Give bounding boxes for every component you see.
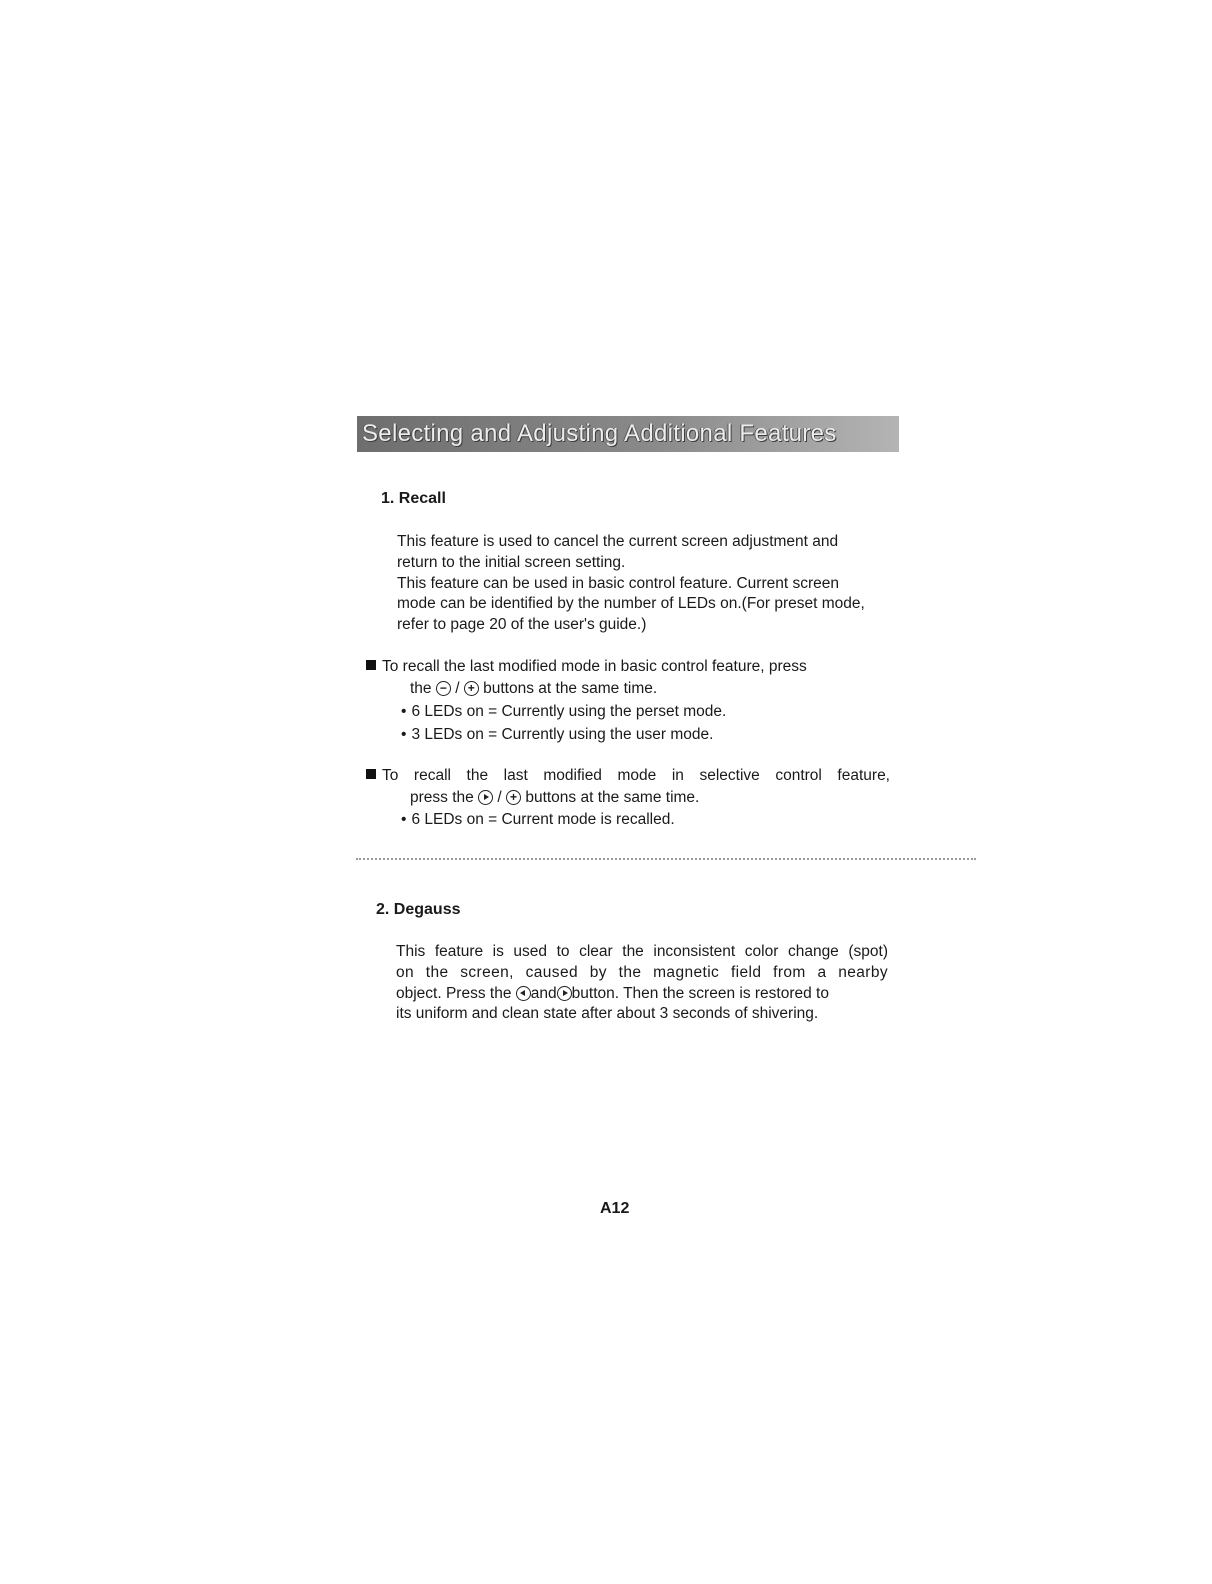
degauss-heading: 2. Degauss — [376, 901, 461, 918]
degauss-desc-line3: object. Press the and button. Then the screen is restored to — [396, 984, 829, 1002]
page-number: A12 — [600, 1200, 630, 1217]
degauss-desc-line: its uniform and clean state after about 3 seconds of shivering. — [396, 1005, 819, 1023]
degauss-desc-line: on the screen, caused by the magnetic field from a nearby — [396, 963, 888, 981]
square-bullet-icon — [366, 769, 376, 779]
degauss-desc-line: This feature is used to clear the inconsistent color change (spot) — [396, 943, 888, 960]
section-divider — [356, 858, 976, 860]
recall-basic-bullet: • 3 LEDs on = Currently using the user mode. — [401, 726, 714, 743]
section-banner — [357, 416, 899, 452]
plus-circle-icon: + — [506, 790, 521, 805]
recall-heading: 1. Recall — [381, 490, 446, 507]
section-title: Selecting and Adjusting Additional Features — [362, 420, 837, 447]
recall-selective-line1: To recall the last modified mode in selective control feature, — [366, 766, 890, 786]
plus-circle-icon: + — [464, 681, 479, 696]
left-arrow-circle-icon — [516, 986, 531, 1001]
recall-basic-bullet: • 6 LEDs on = Currently using the perset mode. — [401, 703, 727, 720]
recall-desc-line: refer to page 20 of the user's guide.) — [397, 616, 647, 634]
degauss-description — [396, 942, 888, 1025]
square-bullet-icon — [366, 660, 376, 670]
recall-desc-line: return to the initial screen setting. — [397, 553, 626, 571]
right-arrow-circle-icon — [478, 790, 493, 805]
recall-desc-line: This feature can be used in basic control feature. Current screen — [397, 574, 839, 592]
right-arrow-circle-icon — [557, 986, 572, 1001]
recall-selective-line2: press the / + buttons at the same time. — [410, 789, 700, 806]
recall-desc-line: mode can be identified by the number of LEDs on.(For preset mode, — [397, 595, 865, 613]
recall-description — [397, 532, 917, 636]
minus-circle-icon: − — [436, 681, 451, 696]
recall-selective-bullet: • 6 LEDs on = Current mode is recalled. — [401, 811, 675, 828]
recall-desc-line: This feature is used to cancel the current screen adjustment and — [397, 533, 839, 550]
recall-basic-line1: To recall the last modified mode in basic control feature, press — [366, 657, 807, 677]
recall-basic-line2: the − / + buttons at the same time. — [410, 680, 658, 697]
